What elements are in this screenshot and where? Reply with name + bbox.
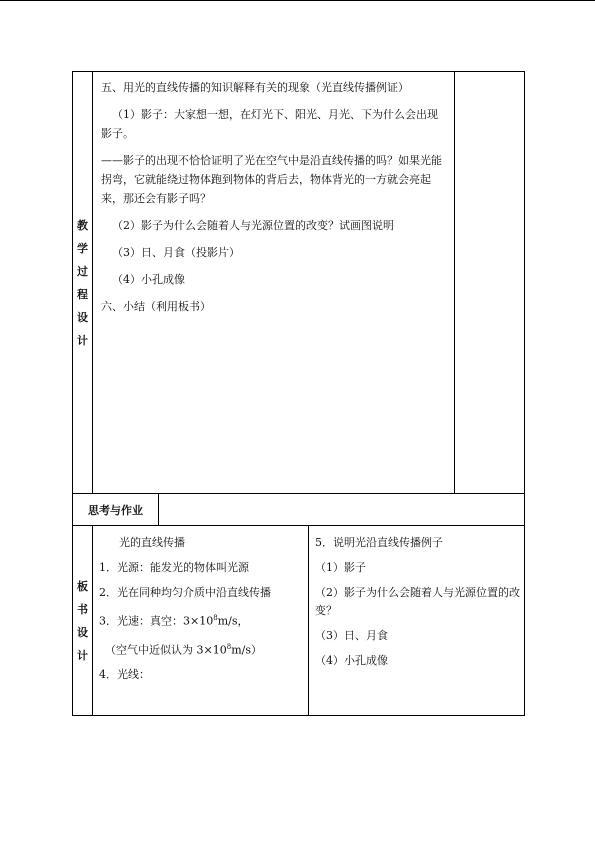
side-char: 设 xyxy=(77,625,88,639)
shadow-explanation: ——影子的出现不恰恰证明了光在空气中是沿直线传播的吗？如果光能拐弯，它就能绕过物体跑到物体的背后去，物体背光的一方就会亮起来，那还会有影子吗？ xyxy=(101,154,442,205)
side-char: 学 xyxy=(77,241,88,255)
board-item-light-speed xyxy=(99,609,308,631)
air-speed-prefix: （空气中近似认为 3×10 xyxy=(105,643,227,657)
eclipse-item: （3）日、月食（投影片） xyxy=(112,246,240,259)
process-notes-column xyxy=(455,72,525,494)
process-content xyxy=(93,72,455,494)
side-char: 书 xyxy=(77,602,88,616)
lesson-plan-table xyxy=(72,71,525,716)
board-side-label xyxy=(73,526,93,716)
process-row xyxy=(73,72,525,494)
side-char: 计 xyxy=(77,648,88,662)
board-right-item: （3）日、月食 xyxy=(315,629,388,642)
side-char: 设 xyxy=(77,310,88,324)
board-item-light-source: 1．光源：能发光的物体叫光源 xyxy=(99,561,249,574)
shadow-question: （1）影子：大家想一想，在灯光下、阳光、月光、下为什么会出现影子。 xyxy=(101,108,438,140)
speed-suffix: m/s， xyxy=(217,614,249,628)
board-right-column xyxy=(309,526,525,716)
board-title: 光的直线传播 xyxy=(119,536,185,549)
board-right-item: （2）影子为什么会随着人与光源位置的改变？ xyxy=(315,586,520,617)
air-speed-exponent: 8 xyxy=(226,642,232,651)
side-char: 板 xyxy=(77,579,88,593)
board-row xyxy=(73,526,525,716)
homework-label: 思考与作业 xyxy=(73,494,159,526)
homework-content xyxy=(159,494,525,526)
side-char: 过 xyxy=(77,264,88,278)
speed-exponent: 8 xyxy=(213,614,218,622)
pinhole-item: （4）小孔成像 xyxy=(112,273,185,286)
side-char: 教 xyxy=(77,218,88,232)
board-left-column xyxy=(93,526,309,716)
board-right-item: （4）小孔成像 xyxy=(315,654,388,667)
side-char: 计 xyxy=(77,333,88,347)
shadow-change-question: （2）影子为什么会随着人与光源位置的改变？试画图说明 xyxy=(112,219,394,232)
section-five-heading: 五、用光的直线传播的知识解释有关的现象（光直线传播例证） xyxy=(101,81,409,94)
page-top-rule xyxy=(0,0,595,1)
board-item-straight-line: 2．光在同种均匀介质中沿直线传播 xyxy=(99,586,271,599)
side-char: 程 xyxy=(77,287,88,301)
process-side-label xyxy=(73,72,93,494)
homework-row xyxy=(73,494,525,526)
board-right-title: 5．说明光沿直线传播例子 xyxy=(315,536,443,549)
air-speed-suffix: m/s） xyxy=(231,643,262,657)
speed-prefix: 3．光速：真空：3×10 xyxy=(99,614,214,628)
section-six-summary: 六、小结（利用板书） xyxy=(101,300,211,313)
board-item-air-speed xyxy=(99,638,308,660)
board-right-item: （1）影子 xyxy=(315,561,366,574)
board-item-light-ray: 4．光线： xyxy=(99,668,150,682)
